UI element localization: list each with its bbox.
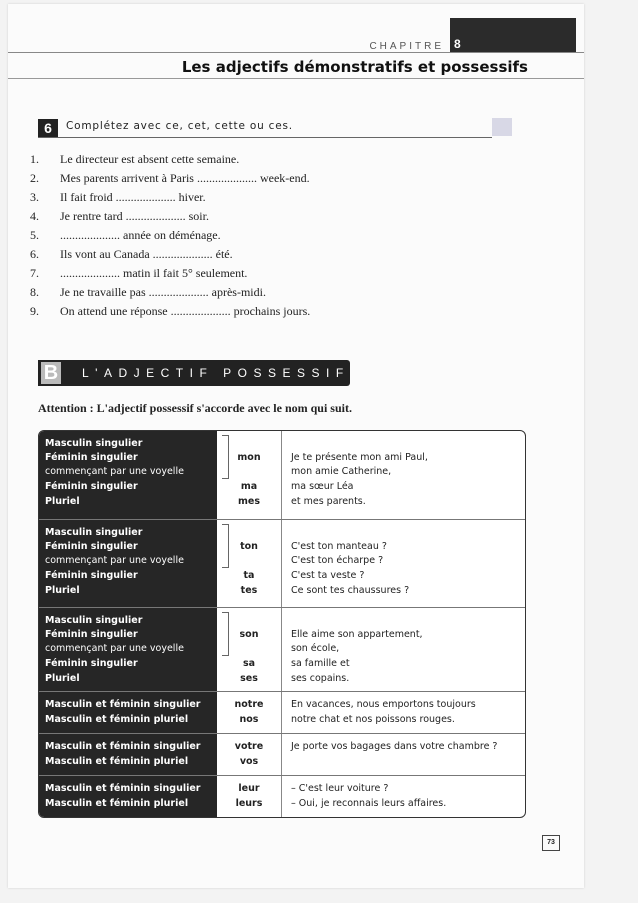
exercise-item: 6. Ils vont au Canada .................... été. bbox=[30, 247, 233, 261]
adjective: nos bbox=[239, 714, 259, 725]
exercise-instruction: Complétez avec ce, cet, cette ou ces. bbox=[66, 120, 293, 132]
exercise-item: 2. Mes parents arrivent à Paris .................... week-end. bbox=[30, 171, 310, 185]
example-line: Elle aime son appartement, bbox=[291, 629, 423, 640]
row-label: Masculin et féminin singulier bbox=[45, 699, 201, 710]
adjective: leur bbox=[238, 783, 260, 794]
row-label: Masculin et féminin pluriel bbox=[45, 798, 189, 809]
row-label: Féminin singulier bbox=[45, 629, 138, 640]
example-line: notre chat et nos poissons rouges. bbox=[291, 714, 455, 725]
exercise-header bbox=[38, 119, 338, 137]
row-label: Féminin singulier bbox=[45, 452, 138, 463]
adjective: sa bbox=[242, 658, 256, 669]
adjective: mon bbox=[237, 452, 261, 463]
exercise-list bbox=[30, 152, 311, 323]
example-line: mon amie Catherine, bbox=[291, 466, 392, 477]
table-row-votre bbox=[39, 733, 525, 776]
chapter-title: Les adjectifs démonstratifs et possessifs bbox=[181, 58, 528, 76]
adjective: ton bbox=[240, 541, 258, 552]
adjective: son bbox=[239, 629, 259, 640]
page bbox=[8, 4, 584, 888]
adjective: ses bbox=[240, 673, 258, 684]
example-line: et mes parents. bbox=[291, 496, 366, 507]
row-label: Féminin singulier bbox=[45, 658, 138, 669]
adjective: vos bbox=[239, 756, 259, 767]
exercise-item: 7. .................... matin il fait 5° seulement. bbox=[30, 266, 248, 280]
example-line: ses copains. bbox=[291, 673, 350, 684]
exercise-item: 5. .................... année on déménage. bbox=[30, 228, 221, 242]
example-line: ma sœur Léa bbox=[291, 481, 354, 492]
exercise-rule bbox=[38, 137, 492, 138]
possessive-table bbox=[38, 430, 526, 818]
adjective: ta bbox=[243, 570, 255, 581]
row-label: Masculin singulier bbox=[45, 527, 143, 538]
example-line: En vacances, nous emportons toujours bbox=[291, 699, 476, 710]
title-rule bbox=[8, 78, 584, 79]
example-line: – Oui, je reconnais leurs affaires. bbox=[291, 798, 447, 809]
exercise-item: 3. Il fait froid .................... hiver. bbox=[30, 190, 206, 204]
section-letter: B bbox=[41, 362, 61, 384]
example-line: C'est ton manteau ? bbox=[291, 541, 387, 552]
table-row-son bbox=[39, 607, 525, 692]
row-label: Masculin singulier bbox=[45, 438, 143, 449]
row-label: Féminin singulier bbox=[45, 570, 138, 581]
row-label: Féminin singulier bbox=[45, 481, 138, 492]
bleed-through-marker bbox=[492, 118, 512, 136]
adjective: votre bbox=[234, 741, 264, 752]
example-line: Je te présente mon ami Paul, bbox=[291, 452, 428, 463]
example-line: Ce sont tes chaussures ? bbox=[291, 585, 410, 596]
row-label: Masculin et féminin pluriel bbox=[45, 714, 189, 725]
adjective: notre bbox=[234, 699, 264, 710]
example-line: – C'est leur voiture ? bbox=[291, 783, 389, 794]
row-label: Masculin et féminin singulier bbox=[45, 741, 201, 752]
row-label: Pluriel bbox=[45, 496, 80, 507]
adjective: mes bbox=[238, 496, 260, 507]
table-row-notre bbox=[39, 691, 525, 734]
section-banner bbox=[38, 360, 350, 386]
page-number: 73 bbox=[542, 835, 560, 851]
chapter-label: CHAPITRE bbox=[369, 41, 444, 52]
adjective: leurs bbox=[235, 798, 263, 809]
table-row-ton bbox=[39, 519, 525, 608]
example-line: son école, bbox=[291, 643, 340, 654]
exercise-item: 4. Je rentre tard .................... soir. bbox=[30, 209, 209, 223]
exercise-number: 6 bbox=[38, 119, 58, 137]
table-row-mon bbox=[39, 431, 525, 519]
exercise-item: 9. On attend une réponse .................... prochains jours. bbox=[30, 304, 311, 318]
exercise-item: 1. Le directeur est absent cette semaine. bbox=[30, 152, 240, 166]
example-line: Je porte vos bagages dans votre chambre ? bbox=[291, 741, 498, 752]
example-line: C'est ta veste ? bbox=[291, 570, 365, 581]
table-row-leur bbox=[39, 775, 525, 818]
example-line: C'est ton écharpe ? bbox=[291, 555, 384, 566]
header-rule bbox=[8, 52, 584, 53]
exercise-item: 8. Je ne travaille pas .................... après-midi. bbox=[30, 285, 266, 299]
row-label: Masculin et féminin pluriel bbox=[45, 756, 189, 767]
row-label: Masculin singulier bbox=[45, 615, 143, 626]
row-label: Pluriel bbox=[45, 673, 80, 684]
section-title: L'ADJECTIF POSSESSIF bbox=[82, 366, 350, 380]
example-line: sa famille et bbox=[291, 658, 350, 669]
row-label: Féminin singulier bbox=[45, 541, 138, 552]
row-label: Pluriel bbox=[45, 585, 80, 596]
row-label: commençant par une voyelle bbox=[45, 466, 184, 477]
adjective: tes bbox=[240, 585, 258, 596]
chapter-number: 8 bbox=[450, 18, 576, 52]
row-label: commençant par une voyelle bbox=[45, 555, 184, 566]
attention-note: Attention : L'adjectif possessif s'accorde avec le nom qui suit. bbox=[38, 401, 352, 415]
row-label: Masculin et féminin singulier bbox=[45, 783, 201, 794]
row-label: commençant par une voyelle bbox=[45, 643, 184, 654]
adjective: ma bbox=[240, 481, 258, 492]
